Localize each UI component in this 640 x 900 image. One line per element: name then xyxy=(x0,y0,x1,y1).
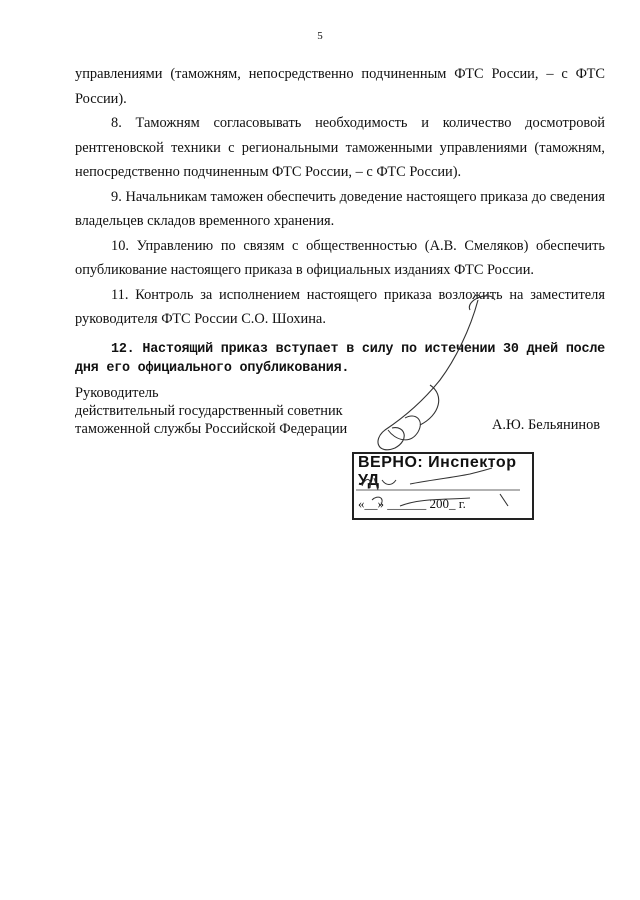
paragraph-10: 10. Управлению по связям с общественностью (А.В. Смеляков) обеспечить опубликование настоящего приказа в официальных изданиях ФТС России. xyxy=(75,237,605,278)
paragraph-11: 11. Контроль за исполнением настоящего приказа возложить на заместителя руководителя ФТС России С.О. Шохина. xyxy=(75,286,605,327)
signature-block xyxy=(75,384,347,438)
signer-organization: таможенной службы Российской Федерации xyxy=(75,421,348,437)
signer-position: Руководитель xyxy=(75,385,159,401)
paragraph-8: 8. Таможням согласовывать необходимость и количество досмотровой рентгеновской техники с региональными таможенными управлениями (таможням, непосредственно подчиненным ФТС России, – с ФТС России). xyxy=(75,115,605,180)
signer-rank: действительный государственный советник xyxy=(75,403,343,419)
paragraph-12: 12. Настоящий приказ вступает в силу по истечении 30 дней после дня его официального опубликования. xyxy=(75,341,605,376)
document-body xyxy=(75,62,605,378)
page-number: 5 xyxy=(317,30,323,42)
certification-stamp xyxy=(352,452,534,520)
stamp-title: ВЕРНО: Инспектор УД xyxy=(358,454,517,489)
signer-name: А.Ю. Бельянинов xyxy=(492,417,601,433)
stamp-date: «__» ______ 200_ г. xyxy=(358,496,466,511)
paragraph-9: 9. Начальникам таможен обеспечить доведение настоящего приказа до сведения владельцев складов временного хранения. xyxy=(75,188,605,229)
paragraph-continuation: управлениями (таможням, непосредственно подчиненным ФТС России, – с ФТС России). xyxy=(75,66,605,107)
